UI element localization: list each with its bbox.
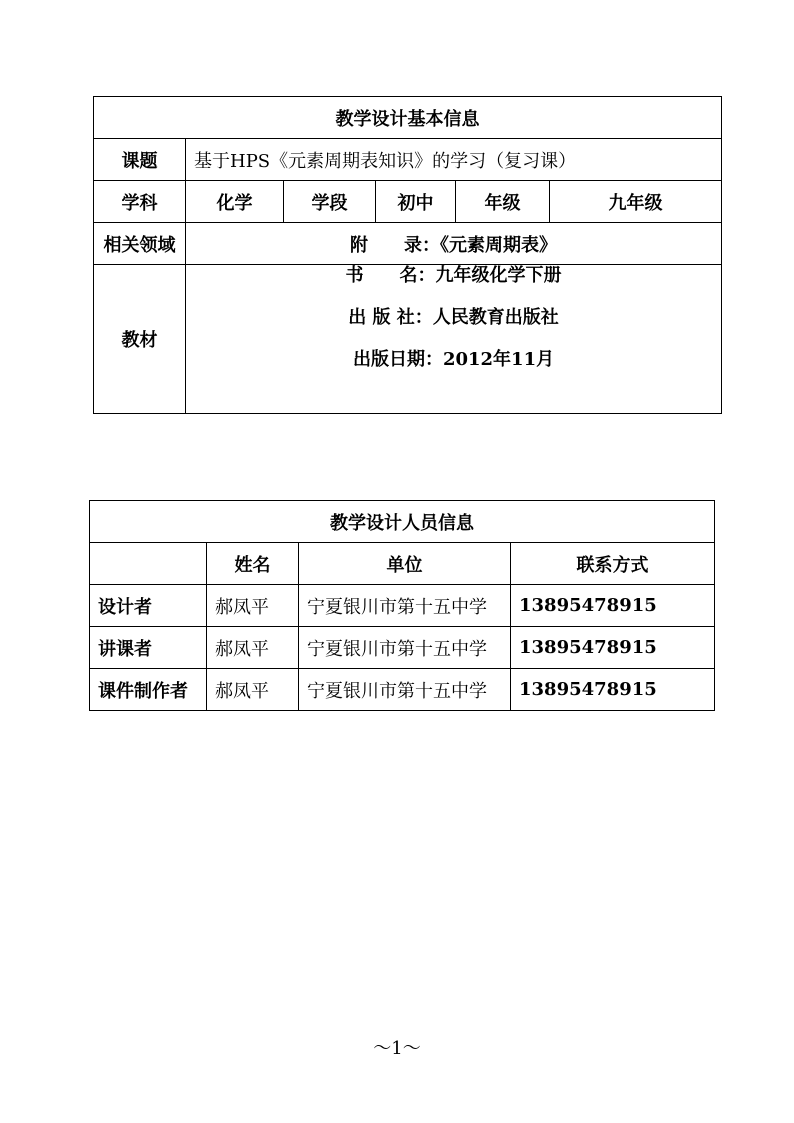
table-header-row — [90, 543, 715, 585]
textbook-publisher: 出 版 社：人民教育出版社 — [348, 307, 559, 328]
field-value: 附 录：《元素周期表》 — [186, 223, 722, 265]
table-row — [90, 585, 715, 627]
unit-cell: 宁夏银川市第十五中学 — [299, 669, 511, 711]
role-cell: 课件制作者 — [90, 669, 207, 711]
staff-info-table — [89, 500, 715, 711]
contact-cell: 13895478915 — [511, 669, 715, 711]
subject-value: 化学 — [186, 181, 284, 223]
header-name: 姓名 — [207, 543, 299, 585]
topic-label: 课题 — [94, 139, 186, 181]
basic-info-table — [93, 96, 722, 414]
grade-label: 年级 — [456, 181, 550, 223]
stage-value: 初中 — [376, 181, 456, 223]
grade-value: 九年级 — [550, 181, 722, 223]
stage-label: 学段 — [284, 181, 376, 223]
subject-label: 学科 — [94, 181, 186, 223]
staff-info-title: 教学设计人员信息 — [90, 501, 715, 543]
page-number: ～1～ — [373, 1038, 421, 1059]
table-row — [90, 627, 715, 669]
header-unit: 单位 — [299, 543, 511, 585]
name-cell: 郝凤平 — [207, 585, 299, 627]
unit-cell: 宁夏银川市第十五中学 — [299, 585, 511, 627]
textbook-label: 教材 — [94, 265, 186, 414]
header-contact: 联系方式 — [511, 543, 715, 585]
textbook-name: 书 名：九年级化学下册 — [345, 265, 562, 286]
textbook-info — [186, 265, 722, 414]
header-empty — [90, 543, 207, 585]
basic-info-title: 教学设计基本信息 — [94, 97, 722, 139]
contact-cell: 13895478915 — [511, 627, 715, 669]
textbook-date: 出版日期：2012年11月 — [352, 349, 555, 370]
unit-cell: 宁夏银川市第十五中学 — [299, 627, 511, 669]
role-cell: 讲课者 — [90, 627, 207, 669]
topic-value: 基于HPS《元素周期表知识》的学习（复习课） — [186, 139, 722, 181]
table-row — [90, 669, 715, 711]
role-cell: 设计者 — [90, 585, 207, 627]
name-cell: 郝凤平 — [207, 669, 299, 711]
name-cell: 郝凤平 — [207, 627, 299, 669]
contact-cell: 13895478915 — [511, 585, 715, 627]
field-label: 相关领域 — [94, 223, 186, 265]
